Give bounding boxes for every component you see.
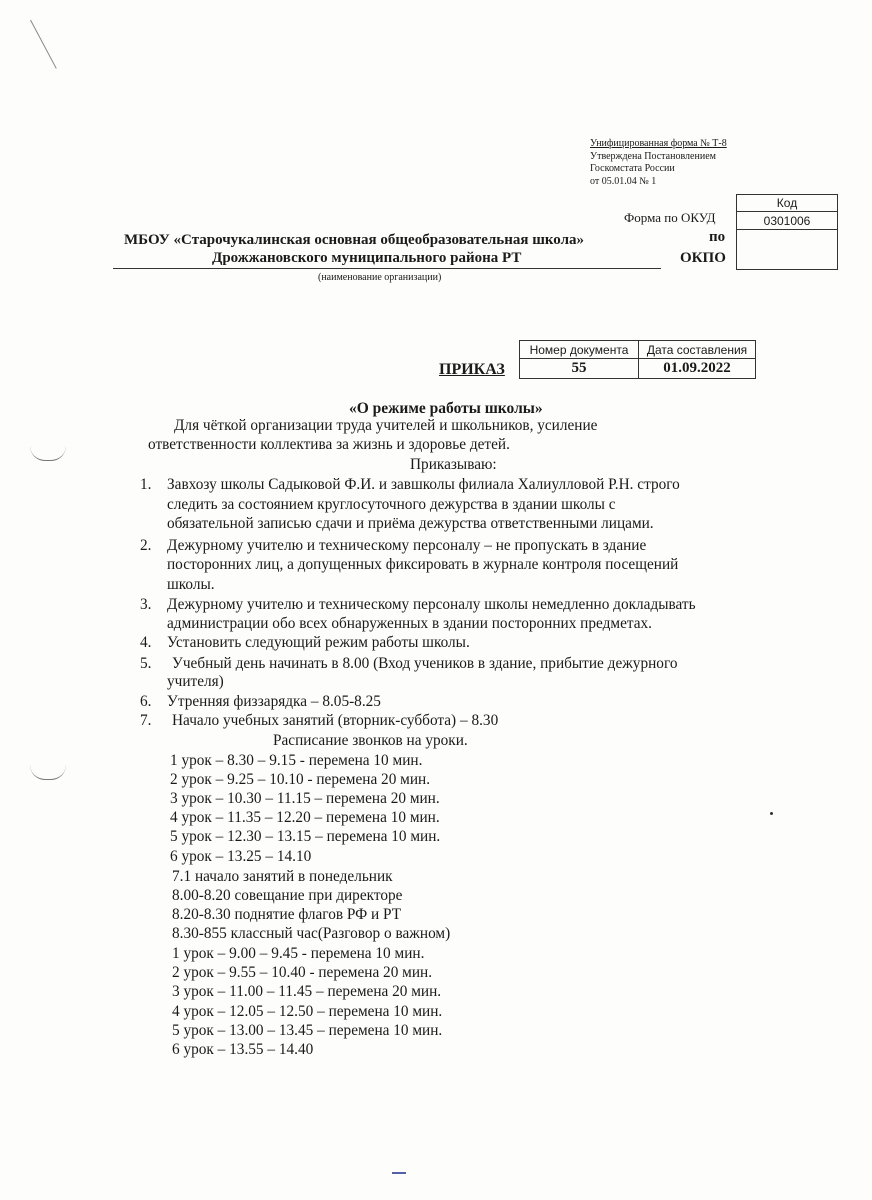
item-line: Установить следующий режим работы школы. <box>167 634 470 651</box>
item-number: 7. <box>140 712 152 729</box>
item-line: Завхозу школы Садыковой Ф.И. и завшколы филиала Халиулловой Р.Н. строго <box>167 476 680 493</box>
organization-name: МБОУ «Старочукалинская основная общеобразовательная школа» <box>124 232 585 248</box>
punch-hole-mark <box>30 446 66 461</box>
form-header <box>590 138 727 188</box>
organization-underline <box>113 268 661 269</box>
number-label: Номер документа <box>520 341 639 359</box>
item-line: Учебный день начинать в 8.00 (Вход учеников в здание, прибытие дежурного <box>172 655 678 672</box>
item-number: 5. <box>140 655 152 672</box>
date-label: Дата составления <box>639 341 756 359</box>
item-number: 3. <box>140 596 152 613</box>
organization-caption: (наименование организации) <box>318 272 442 283</box>
intro-line: ответственности коллектива за жизнь и здоровье детей. <box>148 436 510 453</box>
item-line: обязательной записью сдачи и приёма дежурства ответственными лицами. <box>167 515 654 532</box>
item-line: Утренняя физзарядка – 8.05-8.25 <box>167 693 381 710</box>
item-line: администрации обо всех обнаруженных в здании посторонних предметах. <box>167 615 652 632</box>
okud-label: Форма по ОКУД <box>624 210 716 225</box>
document-number: 55 <box>520 359 639 379</box>
scan-mark <box>392 1172 406 1174</box>
monday-schedule-row: 3 урок – 11.00 – 11.45 – перемена 20 мин. <box>172 983 442 1000</box>
monday-title: 7.1 начало занятий в понедельник <box>172 868 393 885</box>
schedule-row: 5 урок – 12.30 – 13.15 – перемена 10 мин. <box>170 828 441 845</box>
schedule-row: 3 урок – 10.30 – 11.15 – перемена 20 мин. <box>170 790 440 807</box>
item-number: 1. <box>140 476 152 493</box>
item-line: Дежурному учителю и техническому персоналу – не пропускать в здание <box>167 537 647 554</box>
okpo-label: ОКПО <box>680 250 726 266</box>
form-header-line: от 05.01.04 № 1 <box>590 175 657 187</box>
form-header-line: Утверждена Постановлением <box>590 150 716 162</box>
scan-mark <box>30 20 57 69</box>
okpo-label-po: по <box>709 229 726 245</box>
monday-schedule-row: 5 урок – 13.00 – 13.45 – перемена 10 мин. <box>172 1022 443 1039</box>
monday-event: 8.30-855 классный час(Разговор о важном) <box>172 925 451 942</box>
organization-district: Дрожжановского муниципального района РТ <box>212 250 522 266</box>
item-line: школы. <box>167 576 215 593</box>
item-line: Дежурному учителю и техническому персоналу школы немедленно докладывать <box>167 596 696 613</box>
item-number: 6. <box>140 693 152 710</box>
schedule-row: 1 урок – 8.30 – 9.15 - перемена 10 мин. <box>170 752 423 769</box>
schedule-row: 2 урок – 9.25 – 10.10 - перемена 20 мин. <box>170 771 431 788</box>
monday-event: 8.00-8.20 совещание при директоре <box>172 887 403 904</box>
item-line: учителя) <box>167 673 224 690</box>
form-header-line: Госкомстата России <box>590 163 675 174</box>
monday-event: 8.20-8.30 поднятие флагов РФ и РТ <box>172 906 402 923</box>
monday-schedule-row: 6 урок – 13.55 – 14.40 <box>172 1041 314 1058</box>
item-line: следить за состоянием круглосуточного дежурства в здании школы с <box>167 496 616 513</box>
monday-schedule-row: 2 урок – 9.55 – 10.40 - перемена 20 мин. <box>172 964 433 981</box>
codes-header: Код <box>737 195 838 212</box>
scan-dot <box>770 812 773 815</box>
okud-value: 0301006 <box>737 212 838 230</box>
document-date: 01.09.2022 <box>639 359 756 379</box>
codes-table <box>736 194 838 270</box>
monday-schedule-row: 4 урок – 12.05 – 12.50 – перемена 10 мин. <box>172 1003 443 1020</box>
schedule-row: 4 урок – 11.35 – 12.20 – перемена 10 мин. <box>170 809 440 826</box>
item-line: Начало учебных занятий (вторник-суббота) – 8.30 <box>172 712 499 729</box>
document-type: ПРИКАЗ <box>439 361 505 378</box>
order-word: Приказываю: <box>410 456 497 473</box>
document-title: «О режиме работы школы» <box>349 400 543 417</box>
punch-hole-mark <box>30 765 66 780</box>
item-number: 4. <box>140 634 152 651</box>
schedule-row: 6 урок – 13.25 – 14.10 <box>170 848 312 865</box>
intro-line: Для чёткой организации труда учителей и школьников, усиление <box>174 417 598 434</box>
monday-schedule-row: 1 урок – 9.00 – 9.45 - перемена 10 мин. <box>172 945 425 962</box>
schedule-title: Расписание звонков на уроки. <box>273 732 468 749</box>
form-header-line: Унифицированная форма № Т-8 <box>590 138 727 149</box>
item-line: посторонних лиц, а допущенных фиксировать в журнале контроля посещений <box>167 556 679 573</box>
okpo-value <box>737 230 838 270</box>
item-number: 2. <box>140 537 152 554</box>
document-meta-table <box>519 340 756 379</box>
